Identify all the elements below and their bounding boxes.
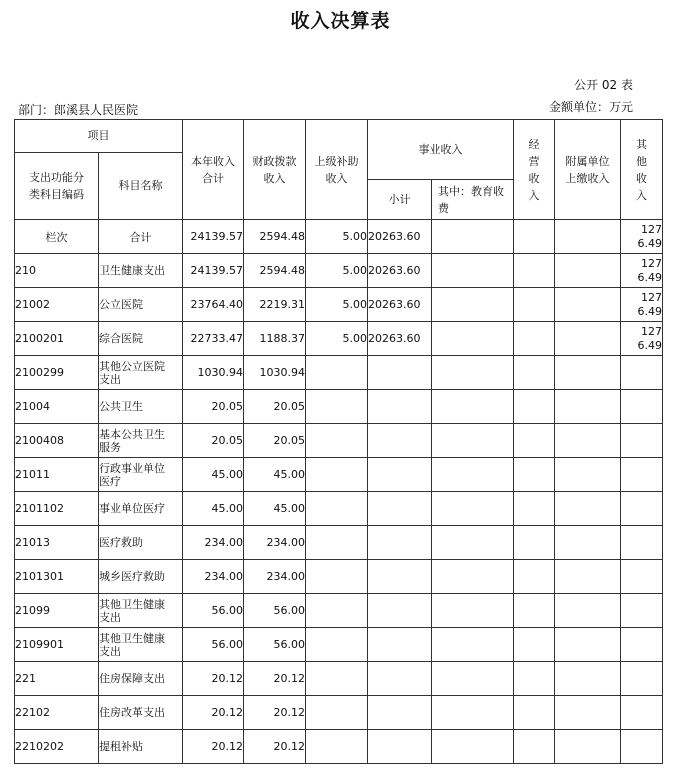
row-edu-fee — [432, 288, 514, 322]
row-edu-fee — [432, 356, 514, 390]
row-subtotal — [368, 730, 432, 764]
row-superior — [306, 628, 368, 662]
row-total: 20.05 — [183, 424, 244, 458]
table-row — [15, 628, 663, 662]
table-row — [15, 696, 663, 730]
row-affiliated — [555, 696, 621, 730]
row-affiliated — [555, 628, 621, 662]
row-edu-fee — [432, 390, 514, 424]
row-total: 56.00 — [183, 594, 244, 628]
row-total: 1030.94 — [183, 356, 244, 390]
row-operating — [514, 390, 555, 424]
row-other — [621, 696, 663, 730]
row-operating — [514, 526, 555, 560]
row-affiliated — [555, 594, 621, 628]
row-subject-name: 提租补贴 — [99, 730, 183, 764]
row-operating — [514, 424, 555, 458]
row-subtotal: 20263.60 — [368, 322, 432, 356]
row-other — [621, 458, 663, 492]
row-superior — [306, 458, 368, 492]
table-row — [15, 560, 663, 594]
row-fiscal: 45.00 — [244, 458, 306, 492]
row-subtotal — [368, 424, 432, 458]
row-edu-fee — [432, 458, 514, 492]
header-subtotal: 小计 — [368, 180, 432, 220]
row-edu-fee — [432, 628, 514, 662]
row-operating — [514, 492, 555, 526]
row-operating — [514, 560, 555, 594]
row-code: 221 — [15, 662, 99, 696]
row-edu-fee — [432, 594, 514, 628]
row-subject-name: 公共卫生 — [99, 390, 183, 424]
header-edu-fee: 其中：教育收费 — [432, 180, 514, 220]
row-code: 2100201 — [15, 322, 99, 356]
row-affiliated — [555, 424, 621, 458]
row-fiscal: 20.05 — [244, 424, 306, 458]
row-edu-fee — [432, 254, 514, 288]
row-subtotal — [368, 628, 432, 662]
row-affiliated — [555, 288, 621, 322]
income-table — [14, 119, 663, 764]
row-total: 24139.57 — [183, 254, 244, 288]
row-operating — [514, 594, 555, 628]
row-operating — [514, 696, 555, 730]
row-affiliated — [555, 492, 621, 526]
row-edu-fee — [432, 560, 514, 594]
header-func-code: 支出功能分类科目编码 — [15, 153, 99, 220]
row-fiscal: 20.05 — [244, 390, 306, 424]
row-code: 21013 — [15, 526, 99, 560]
row-edu-fee — [432, 322, 514, 356]
row-code: 21004 — [15, 390, 99, 424]
header-other: 其他收入 — [621, 120, 663, 220]
row-subtotal: 20263.60 — [368, 254, 432, 288]
row-code: 21011 — [15, 458, 99, 492]
row-subject-name: 卫生健康支出 — [99, 254, 183, 288]
row-subtotal — [368, 662, 432, 696]
row-other — [621, 356, 663, 390]
row-total: 56.00 — [183, 628, 244, 662]
header-affiliated: 附属单位上缴收入 — [555, 120, 621, 220]
row-operating — [514, 458, 555, 492]
row-subtotal — [368, 696, 432, 730]
table-row — [15, 254, 663, 288]
row-subject-name: 基本公共卫生服务 — [99, 424, 183, 458]
row-fiscal: 2219.31 — [244, 288, 306, 322]
row-fiscal: 56.00 — [244, 628, 306, 662]
row-total: 234.00 — [183, 560, 244, 594]
row-fiscal: 20.12 — [244, 696, 306, 730]
row-superior — [306, 560, 368, 594]
total-label: 合计 — [99, 220, 183, 254]
table-row — [15, 526, 663, 560]
department-label: 部门：郎溪县人民医院 — [18, 103, 139, 117]
row-fiscal: 234.00 — [244, 560, 306, 594]
table-row — [15, 662, 663, 696]
amount-unit-label: 金额单位：万元 — [548, 100, 633, 114]
form-number: 公开 02 表 — [574, 78, 633, 92]
row-superior — [306, 730, 368, 764]
row-affiliated — [555, 322, 621, 356]
row-fiscal: 234.00 — [244, 526, 306, 560]
row-code: 2101301 — [15, 560, 99, 594]
row-subtotal — [368, 594, 432, 628]
row-subject-name: 住房改革支出 — [99, 696, 183, 730]
row-operating — [514, 628, 555, 662]
summary-total: 24139.57 — [183, 220, 244, 254]
row-edu-fee — [432, 696, 514, 730]
summary-operating — [514, 220, 555, 254]
row-subject-name: 行政事业单位医疗 — [99, 458, 183, 492]
row-total: 20.12 — [183, 662, 244, 696]
header-business: 事业收入 — [368, 120, 514, 180]
row-edu-fee — [432, 526, 514, 560]
row-index-label: 栏次 — [15, 220, 99, 254]
row-other — [621, 662, 663, 696]
header-total: 本年收入合计 — [183, 120, 244, 220]
row-subject-name: 综合医院 — [99, 322, 183, 356]
summary-row — [15, 220, 663, 254]
row-subject-name: 住房保障支出 — [99, 662, 183, 696]
row-code: 2210202 — [15, 730, 99, 764]
row-superior: 5.00 — [306, 288, 368, 322]
row-other — [621, 390, 663, 424]
table-row — [15, 424, 663, 458]
row-other — [621, 560, 663, 594]
row-other: 1276.49 — [621, 254, 663, 288]
row-code: 2101102 — [15, 492, 99, 526]
row-other — [621, 424, 663, 458]
row-code: 2100408 — [15, 424, 99, 458]
table-row — [15, 458, 663, 492]
table-row — [15, 390, 663, 424]
table-row — [15, 322, 663, 356]
row-operating — [514, 730, 555, 764]
row-operating — [514, 288, 555, 322]
row-edu-fee — [432, 730, 514, 764]
row-fiscal: 20.12 — [244, 730, 306, 764]
row-fiscal: 1030.94 — [244, 356, 306, 390]
row-subtotal — [368, 356, 432, 390]
row-total: 20.05 — [183, 390, 244, 424]
row-affiliated — [555, 390, 621, 424]
row-subject-name: 其他公立医院支出 — [99, 356, 183, 390]
row-code: 21099 — [15, 594, 99, 628]
row-code: 2109901 — [15, 628, 99, 662]
row-code: 210 — [15, 254, 99, 288]
table-row — [15, 730, 663, 764]
row-subtotal: 20263.60 — [368, 288, 432, 322]
row-subject-name: 其他卫生健康支出 — [99, 628, 183, 662]
row-subtotal — [368, 526, 432, 560]
row-total: 22733.47 — [183, 322, 244, 356]
row-other — [621, 526, 663, 560]
row-other — [621, 628, 663, 662]
header-superior: 上级补助收入 — [306, 120, 368, 220]
row-fiscal: 56.00 — [244, 594, 306, 628]
row-operating — [514, 322, 555, 356]
row-fiscal: 45.00 — [244, 492, 306, 526]
row-code: 22102 — [15, 696, 99, 730]
page-title: 收入决算表 — [290, 10, 391, 32]
row-affiliated — [555, 458, 621, 492]
row-subject-name: 公立医院 — [99, 288, 183, 322]
summary-superior: 5.00 — [306, 220, 368, 254]
row-affiliated — [555, 730, 621, 764]
row-affiliated — [555, 662, 621, 696]
row-subject-name: 医疗救助 — [99, 526, 183, 560]
row-superior — [306, 696, 368, 730]
table-row — [15, 356, 663, 390]
row-affiliated — [555, 526, 621, 560]
row-edu-fee — [432, 662, 514, 696]
summary-fiscal: 2594.48 — [244, 220, 306, 254]
row-other: 1276.49 — [621, 288, 663, 322]
row-superior — [306, 662, 368, 696]
row-other — [621, 594, 663, 628]
table-row — [15, 594, 663, 628]
header-fiscal: 财政拨款收入 — [244, 120, 306, 220]
row-fiscal: 2594.48 — [244, 254, 306, 288]
row-edu-fee — [432, 424, 514, 458]
row-total: 20.12 — [183, 730, 244, 764]
row-superior — [306, 424, 368, 458]
row-edu-fee — [432, 492, 514, 526]
row-total: 45.00 — [183, 458, 244, 492]
row-operating — [514, 356, 555, 390]
row-subject-name: 事业单位医疗 — [99, 492, 183, 526]
row-affiliated — [555, 254, 621, 288]
row-subject-name: 城乡医疗救助 — [99, 560, 183, 594]
row-subtotal — [368, 390, 432, 424]
row-total: 234.00 — [183, 526, 244, 560]
row-code: 2100299 — [15, 356, 99, 390]
summary-other: 1276.49 — [621, 220, 663, 254]
row-total: 45.00 — [183, 492, 244, 526]
row-superior: 5.00 — [306, 254, 368, 288]
row-subtotal — [368, 458, 432, 492]
summary-affiliated — [555, 220, 621, 254]
row-affiliated — [555, 560, 621, 594]
row-operating — [514, 662, 555, 696]
row-total: 20.12 — [183, 696, 244, 730]
row-subtotal — [368, 560, 432, 594]
summary-edu-fee — [432, 220, 514, 254]
row-affiliated — [555, 356, 621, 390]
row-operating — [514, 254, 555, 288]
summary-subtotal: 20263.60 — [368, 220, 432, 254]
row-other — [621, 730, 663, 764]
row-superior — [306, 390, 368, 424]
row-superior — [306, 492, 368, 526]
row-superior — [306, 594, 368, 628]
row-subject-name: 其他卫生健康支出 — [99, 594, 183, 628]
row-subtotal — [368, 492, 432, 526]
row-total: 23764.40 — [183, 288, 244, 322]
row-other: 1276.49 — [621, 322, 663, 356]
table-row — [15, 492, 663, 526]
header-subject-name: 科目名称 — [99, 153, 183, 220]
row-fiscal: 1188.37 — [244, 322, 306, 356]
row-superior — [306, 526, 368, 560]
header-operating: 经营收入 — [514, 120, 555, 220]
table-row — [15, 288, 663, 322]
row-superior — [306, 356, 368, 390]
header-project: 项目 — [15, 120, 183, 153]
row-other — [621, 492, 663, 526]
row-code: 21002 — [15, 288, 99, 322]
row-fiscal: 20.12 — [244, 662, 306, 696]
row-superior: 5.00 — [306, 322, 368, 356]
